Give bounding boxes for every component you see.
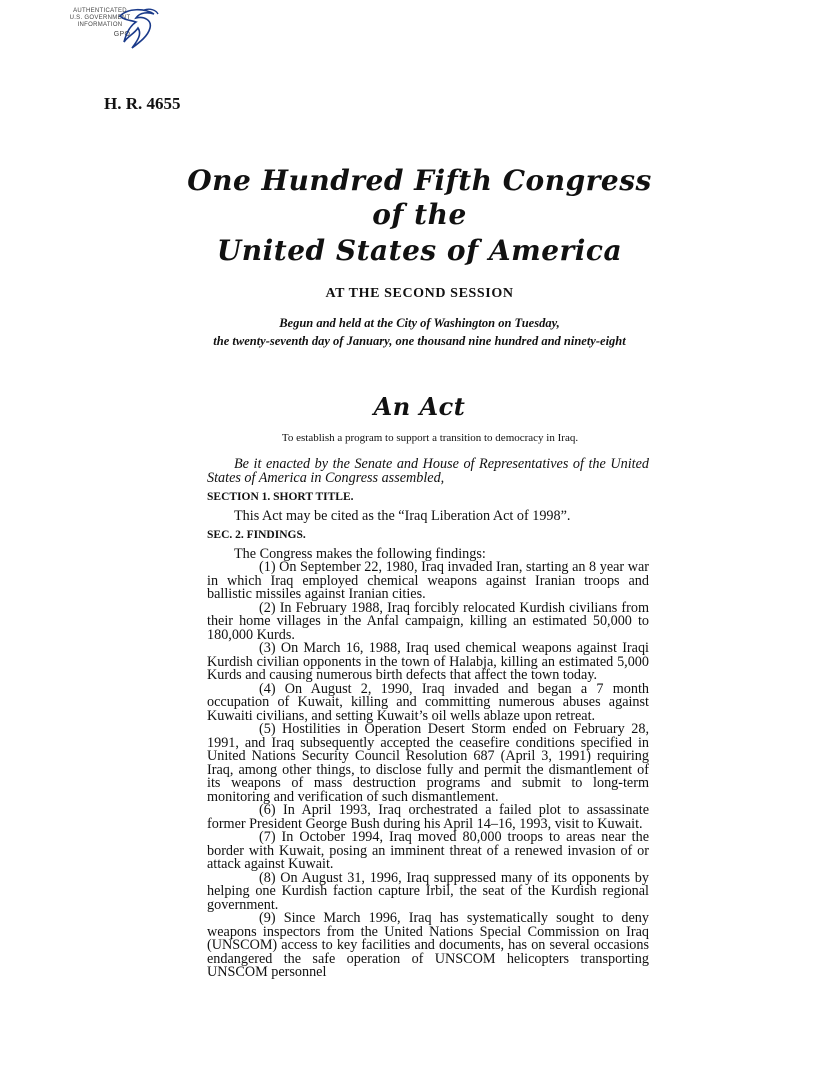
eagle-icon [114, 6, 160, 52]
findings-intro: The Congress makes the following findings: [234, 545, 486, 562]
begun-line-2: the twenty-seventh day of January, one thousand nine hundred and ninety-eight [213, 334, 626, 348]
seal-line-information: INFORMATION [77, 22, 123, 28]
finding-5: (5) Hostilities in Operation Desert Storm ended on February 28, 1991, and Iraq subsequently accepted the ceasefire conditions specified in United Nations Security Council Resolution 687 (April 3, 1991) requiring Iraq, among other things, to disclose fully and permit the dismantlement of its weapons of mass destruction programs and submit to long-term monitoring and verification of such dismantlement. [207, 721, 649, 805]
finding-1: (1) On September 22, 1980, Iraq invaded Iran, starting an 8 year war in which Iraq employed chemical weapons against Iranian troops and ballistic missiles against Iranian cities. [207, 559, 649, 602]
act-purpose: To establish a program to support a transition to democracy in Iraq. [281, 432, 579, 444]
enacting-clause: Be it enacted by the Senate and House of Representatives of the United States of America in Congress assembled, [207, 456, 649, 486]
finding-4: (4) On August 2, 1990, Iraq invaded and began a 7 month occupation of Kuwait, killing and committing numerous abuses against Kuwaiti civilians, and setting Kuwait’s oil wells ablaze upon retreat. [207, 680, 649, 724]
finding-9: (9) Since March 1996, Iraq has systematically sought to deny weapons inspectors from the United Nations Special Commission on Iraq (UNSCOM) access to key facilities and documents, has on several occasions endangered the safe operation of UNSCOM helicopters transporting UNSCOM personnel [207, 910, 649, 980]
finding-7: (7) In October 1994, Iraq moved 80,000 troops to areas near the border with Kuwait, posing an imminent threat of a renewed invasion of or attack against Kuwait. [207, 829, 649, 872]
seal-line-authenticated: AUTHENTICATED [73, 8, 127, 14]
seal-line-gpo: GPO [113, 31, 131, 38]
an-act-heading: An Act [373, 392, 466, 421]
begun-line-1: Begun and held at the City of Washington on Tuesday, [279, 316, 560, 330]
finding-3: (3) On March 16, 1988, Iraq used chemical weapons against Iraqi Kurdish civilian opponents in the town of Halabja, killing an estimated 5,000 Kurds and causing numerous birth defects that affect the town today. [207, 640, 649, 683]
finding-8: (8) On August 31, 1996, Iraq suppressed many of its opponents by helping one Kurdish faction capture Irbil, the seat of the Kurdish regional government. [207, 869, 649, 913]
finding-2: (2) In February 1988, Iraq forcibly relocated Kurdish civilians from their home villages in the Anfal campaign, killing an estimated 50,000 to 180,000 Kurds. [207, 599, 649, 643]
section-1-text: This Act may be cited as the “Iraq Liberation Act of 1998”. [234, 507, 571, 524]
congress-country: United States of America [216, 234, 623, 267]
act-body [207, 456, 649, 980]
congress-title: One Hundred Fifth Congress [187, 164, 652, 197]
session-heading: AT THE SECOND SESSION [325, 286, 514, 301]
finding-6: (6) In April 1993, Iraq orchestrated a failed plot to assassinate former President George Bush during his April 14–16, 1993, visit to Kuwait. [207, 802, 649, 832]
gpo-authentication-seal [62, 6, 158, 50]
bill-number: H. R. 4655 [104, 94, 181, 113]
section-2-heading: SEC. 2. FINDINGS. [207, 529, 306, 541]
congress-of-the: of the [372, 198, 467, 231]
seal-line-government: U.S. GOVERNMENT [69, 15, 131, 21]
section-1-heading: SECTION 1. SHORT TITLE. [207, 491, 354, 503]
